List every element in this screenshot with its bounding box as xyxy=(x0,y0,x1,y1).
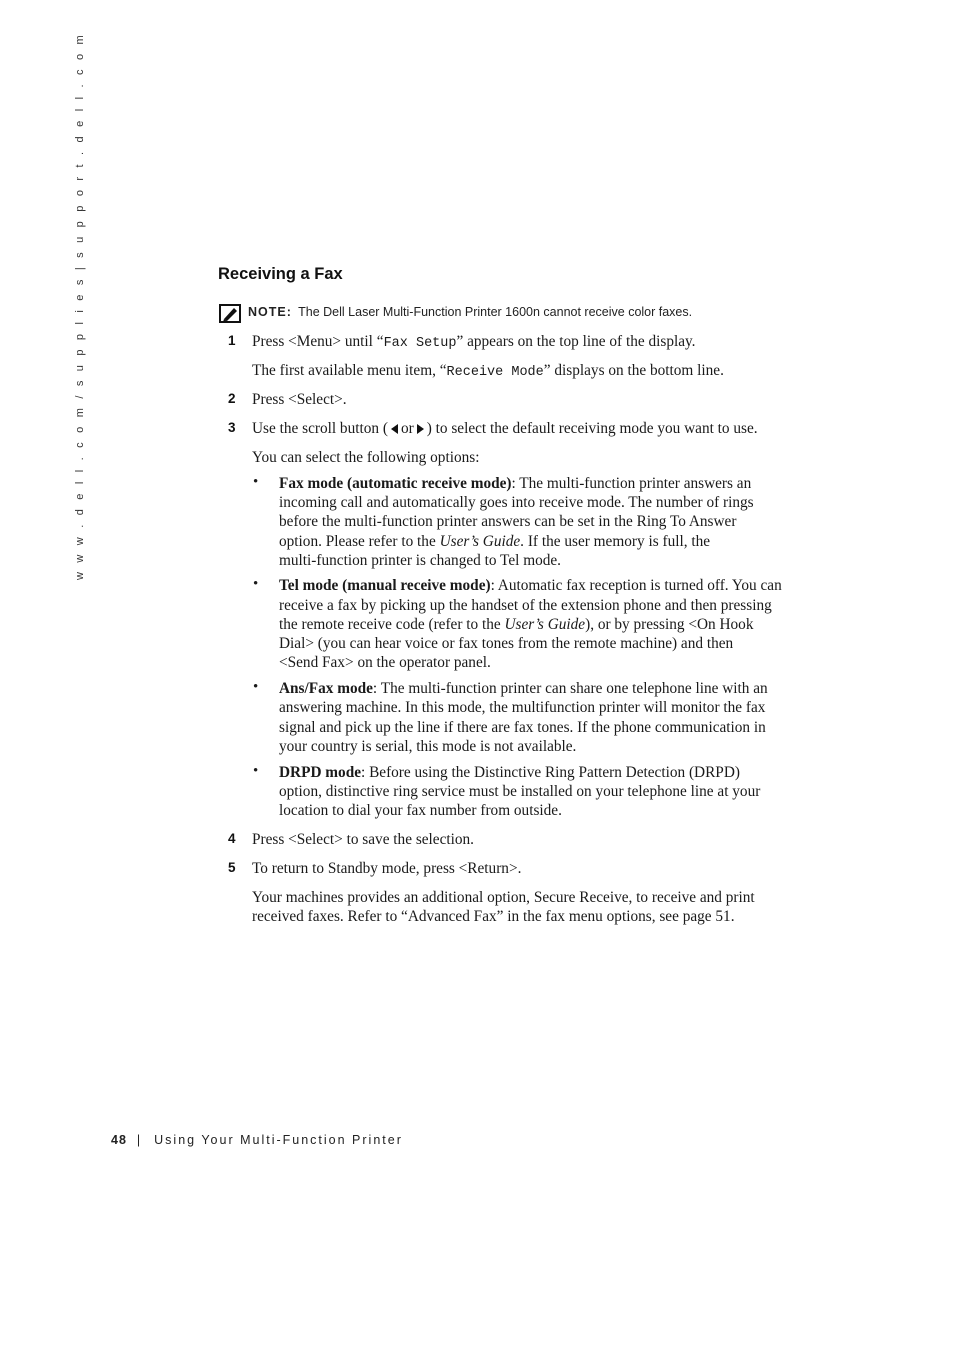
step-4-text: Press <Select> to save the selection. xyxy=(252,831,475,848)
side-url: w w w . d e l l . c o m / s u p p l i e s | s u p p o r t . d e l l . c o m xyxy=(74,32,86,580)
bullet-1-l1: : The multi-function printer answers an xyxy=(511,475,752,492)
step-1-text xyxy=(252,332,696,353)
bullet-4-line xyxy=(279,763,740,782)
bullet-2-l1: : Automatic fax reception is turned off. You can xyxy=(490,577,782,594)
footer-separator: | xyxy=(136,1133,141,1147)
step-3-text-a: Use the scroll button ( xyxy=(252,420,388,437)
bullet-1-line: multi-function printer is changed to Tel mode. xyxy=(279,552,561,569)
code-fax-setup: Fax Setup xyxy=(383,336,457,351)
note-text-before: The Dell Laser Multi-Function Printer xyxy=(298,305,502,319)
bullet-3-line: your country is serial, this mode is not available. xyxy=(279,738,577,755)
step-1-text-b: ” appears on the top line of the display. xyxy=(456,333,696,350)
step-number: 1 xyxy=(228,333,236,348)
page-number: 48 xyxy=(111,1133,127,1147)
bullet-1-l4a: option. Please refer to the xyxy=(279,533,440,550)
bullet-1-line xyxy=(279,474,751,493)
step-number: 3 xyxy=(228,420,236,435)
page-footer xyxy=(111,1133,403,1147)
bullet-2-l3b: ), or by pressing <On Hook xyxy=(585,616,754,633)
bullet-term: Tel mode (manual receive mode) xyxy=(279,577,491,594)
step-1-text-a: Press <Menu> until “ xyxy=(252,333,384,350)
code-receive-mode: Receive Mode xyxy=(446,365,544,380)
step-3-text-b: ) to select the default receiving mode you want to use. xyxy=(426,420,758,437)
step-number: 5 xyxy=(228,860,236,875)
bullet-term: Fax mode (automatic receive mode) xyxy=(279,475,512,492)
bullet-1-line xyxy=(279,532,710,551)
step-3-or: or xyxy=(400,420,414,437)
bullet-term: DRPD mode xyxy=(279,764,361,781)
step-5-subtext: Your machines provides an additional option, Secure Receive, to receive and print xyxy=(252,889,755,906)
step-3-subtext: You can select the following options: xyxy=(252,449,480,466)
bullet-icon: • xyxy=(253,763,259,779)
note-model: 1600n xyxy=(505,305,540,319)
step-1-subtext xyxy=(252,361,724,382)
bullet-2-l3a: the remote receive code (refer to the xyxy=(279,616,505,633)
bullet-1-line: before the multi-function printer answers can be set in the Ring To Answer xyxy=(279,513,737,530)
bullet-3-line: answering machine. In this mode, the multifunction printer will monitor the fax xyxy=(279,699,766,716)
scroll-right-arrow-icon xyxy=(417,424,424,434)
step-1-sub-a: The first available menu item, “ xyxy=(252,362,447,379)
bullet-2-line: receive a fax by picking up the handset of the extension phone and then pressing xyxy=(279,597,772,614)
step-number: 2 xyxy=(228,391,236,406)
step-number: 4 xyxy=(228,831,236,846)
bullet-term: Ans/Fax mode xyxy=(279,680,373,697)
bullet-3-l1: : The multi-function printer can share one telephone line with an xyxy=(372,680,768,697)
note-text-after: cannot receive color faxes. xyxy=(543,305,693,319)
bullet-4-l1: : Before using the Distinctive Ring Pattern Detection (DRPD) xyxy=(361,764,740,781)
bullet-2-line xyxy=(279,615,753,634)
bullet-3-line xyxy=(279,679,768,698)
step-3-text xyxy=(252,419,758,438)
footer-title: Using Your Multi-Function Printer xyxy=(154,1133,403,1147)
bullet-icon: • xyxy=(253,679,259,695)
bullet-4-line: location to dial your fax number from outside. xyxy=(279,802,562,819)
step-5-subtext: received faxes. Refer to “Advanced Fax” in the fax menu options, see page 51. xyxy=(252,908,735,925)
bullet-2-line: <Send Fax> on the operator panel. xyxy=(279,654,491,671)
bullet-1-line: incoming call and automatically goes into receive mode. The number of rings xyxy=(279,494,754,511)
bullet-4-line: option, distinctive ring service must be installed on your telephone line at your xyxy=(279,783,761,800)
users-guide-ref: User’s Guide xyxy=(439,533,521,550)
scroll-left-arrow-icon xyxy=(391,424,398,434)
bullet-1-l4b: . If the user memory is full, the xyxy=(520,533,711,550)
step-2-text: Press <Select>. xyxy=(252,391,347,408)
bullet-3-line: signal and pick up the line if there are fax tones. If the phone communication in xyxy=(279,719,766,736)
bullet-2-line: Dial> (you can hear voice or fax tones from the remote machine) and then xyxy=(279,635,734,652)
bullet-2-line xyxy=(279,576,782,595)
step-5-text: To return to Standby mode, press <Return>. xyxy=(252,860,522,877)
bullet-icon: • xyxy=(253,474,259,490)
note-label: NOTE: xyxy=(248,305,292,319)
step-1-sub-b: ” displays on the bottom line. xyxy=(543,362,724,379)
users-guide-ref: User’s Guide xyxy=(504,616,586,633)
note-pencil-icon xyxy=(219,304,241,323)
note-text xyxy=(248,305,692,319)
bullet-icon: • xyxy=(253,576,259,592)
section-heading: Receiving a Fax xyxy=(218,265,343,283)
